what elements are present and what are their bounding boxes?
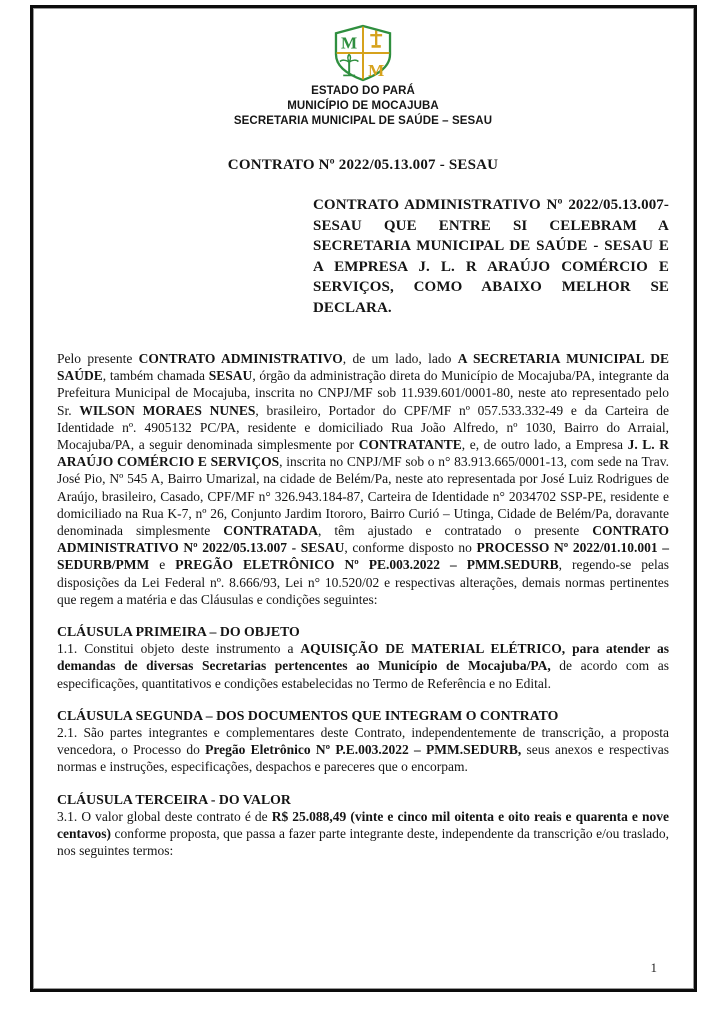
contract-body-paragraph: Pelo presente CONTRATO ADMINISTRATIVO, de um lado, lado A SECRETARIA MUNICIPAL DE SAÚDE, também chamada SESAU, órgão da administração direta do Município de Mocajuba/PA, integrante da Prefeitura Municipal de Mocajuba, inscrita no CNPJ/MF sob 11.939.601/0001-80, neste ato representado pelo Sr. WILSON MORAES NUNES, brasileiro, Portador do CPF/MF nº 057.533.332-49 e da Carteira de Identidade nº. 4905132 PC/PA, residente e domiciliado Rua João Alfredo, nº 1030, Bairro do Arraial, Mocajuba/PA, a seguir denominada simplesmente por CONTRATANTE, e, de outro lado, a Empresa J. L. R ARAÚJO COMÉRCIO E SERVIÇOS, inscrita no CNPJ/MF sob o n° 83.913.665/0001-13, com sede na Trav. José Pio, Nº 545 A, Bairro Umarizal, na cidade de Belém/Pa, neste ato representada por José Luiz Rodrigues de Araújo, brasileiro, Casado, CPF/MF n° 326.943.184-87, Carteira de Identidade n° 2034702 SSP-PE, residente e domiciliado na Rua K-7, nº 26, Conjunto Jardim Itororo, Bairro Curió – Utinga, Cidade de Belém/Pa, doravante denominada simplesmente CONTRATADA, têm ajustado e contratado o presente CONTRATO ADMINISTRATIVO Nº 2022/05.13.007 - SESAU, conforme disposto no PROCESSO Nº 2022/01.10.001 – SEDURB/PMM e PREGÃO ELETRÔNICO Nº PE.003.2022 – PMM.SEDURB, regendo-se pelas disposições da Lei Federal nº. 8.666/93, Lei n° 10.520/02 e respectivas alterações, demais normas pertinentes que regem a matéria e das Cláusulas e condições seguintes:: [57, 351, 670, 607]
crest-letter-top-left: M: [341, 33, 358, 53]
clause-heading: CLÁUSULA TERCEIRA - DO VALOR: [57, 791, 291, 807]
contract-preamble-block: CONTRATO ADMINISTRATIVO Nº 2022/05.13.007- SESAU QUE ENTRE SI CELEBRAM A SECRETARIA MUNICIPAL DE SAÚDE - SESAU E A EMPRESA J. L. R ARAÚJO COMÉRCIO E SERVIÇOS, COMO ABAIXO MELHOR SE DECLARA.: [313, 197, 669, 316]
letterhead-state: ESTADO DO PARÁ: [311, 85, 415, 97]
letterhead: [57, 84, 669, 129]
clause-paragraph: 1.1. Constitui objeto deste instrumento a AQUISIÇÃO DE MATERIAL ELÉTRICO, para atender as demandas de diversas Secretarias pertencentes ao Município de Mocajuba/PA, de acordo com as especificações, quantitativos e condições estabelecidas no Termo de Referência e no Edital.: [57, 641, 669, 691]
municipal-crest: [57, 24, 669, 82]
clause-second-documents: [57, 707, 669, 776]
clause-paragraph: 2.1. São partes integrantes e complementares deste Contrato, independentemente de transcrição, a proposta vencedora, o Processo do Pregão Eletrônico Nº P.E.003.2022 – PMM.SEDURB, seus anexos e respectivas normas e instruções, especificações, despachos e pareceres que o encorpam.: [57, 725, 670, 775]
crest-letter-bottom-right: M: [368, 61, 385, 81]
clause-third-value: [57, 791, 669, 860]
crest-icon: [330, 24, 396, 82]
contract-title: CONTRATO Nº 2022/05.13.007 - SESAU: [227, 157, 499, 173]
letterhead-municipality: MUNICÍPIO DE MOCAJUBA: [287, 100, 439, 112]
page-number: 1: [650, 960, 657, 975]
clause-paragraph: 3.1. O valor global deste contrato é de R$ 25.088,49 (vinte e cinco mil oitenta e oito reais e quarenta e nove centavos) conforme proposta, que passa a fazer parte integrante deste, independente da transcrição e/ou traslado, nos seguintes termos:: [57, 808, 669, 859]
clause-heading: CLÁUSULA PRIMEIRA – DO OBJETO: [57, 624, 300, 640]
clause-first-object: [57, 623, 669, 692]
document-content: [57, 8, 669, 859]
page-border-frame: [30, 5, 697, 992]
letterhead-department: SECRETARIA MUNICIPAL DE SAÚDE – SESAU: [233, 115, 493, 127]
clause-heading: CLÁUSULA SEGUNDA – DOS DOCUMENTOS QUE INTEGRAM O CONTRATO: [57, 707, 559, 723]
